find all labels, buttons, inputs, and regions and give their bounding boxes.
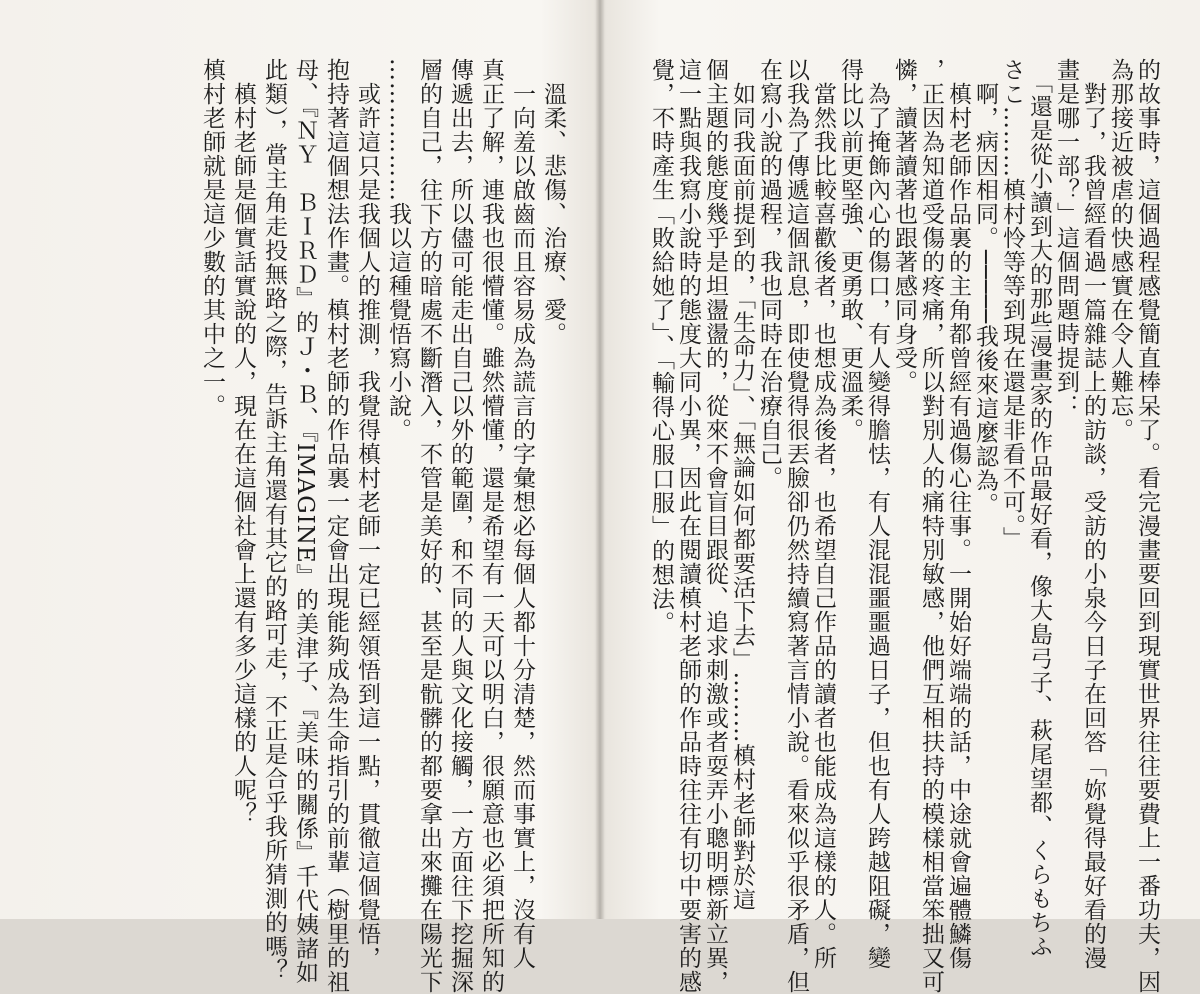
text-column: 啊，病因相同。─────我後來這麼認為。 (972, 58, 998, 517)
text-column: 對了，我曾經看過一篇雜誌上的訪談，受訪的小泉今日子在回答「妳覺得最好看的漫 (1080, 58, 1106, 970)
text-column: 這一點與我寫小說時的態度大同小異，因此在閱讀槙村老師的作品時往往有切中要害的感 (675, 58, 701, 994)
text-column: 真正了解，連我也很懵懂。雖然懵懂，還是希望有一天可以明白，很願意也必須把所知的 (478, 58, 504, 994)
text-column: 母、『ＮＹ ＢＩＲＤ』的Ｊ・Ｂ、『IMAGINE』的美津子、『美味的關係』千代姨諸如 (292, 58, 318, 985)
text-column: 當然我比較喜歡後者，也想成為後者，也希望自己作品的讀者也能成為這樣的人。所 (810, 58, 836, 970)
text-column: 槙村老師作品裏的主角都曾經有過傷心往事。一開始好端端的話，中途就會遍體鱗傷 (945, 58, 971, 970)
text-column: 在寫小說的過程，我也同時在治療自己。 (756, 58, 782, 490)
text-column: 此類），當主角走投無路之際，告訴主角還有其它的路可走，不正是合乎我所猜測的嗎？ (261, 58, 287, 983)
text-column: 憐，讀著讀著也跟著感同身受。 (891, 58, 917, 394)
text-column: 畫是哪一部？」這個問題時提到： (1053, 58, 1079, 418)
text-column: 個主題的態度幾乎是坦盪盪的，從來不會盲目跟從、追求刺激或者耍弄小聰明標新立異， (702, 58, 728, 994)
text-column: ，正因為知道受傷的疼痛，所以對別人的痛特別敏感，他們互相扶持的模樣相當笨拙又可 (918, 58, 944, 994)
text-column: ………………我以這種覺悟寫小說。 (385, 58, 411, 442)
text-column: 槙村老師是個實話實說的人，現在在這個社會上還有多少這樣的人呢？ (230, 58, 256, 826)
text-column: 以我為了傳遞這個訊息，即使覺得很丟臉卻仍然持續寫著言情小說。看來似乎很矛盾，但 (783, 58, 809, 994)
text-column: 覺，不時產生「敗給她了」、「輸得心服口服」的想法。 (648, 58, 674, 635)
text-column: 傳遞出去，所以儘可能走出自己以外的範圍，和不同的人與文化接觸，一方面往下挖掘深 (447, 58, 473, 994)
text-column: 抱持著這個想法作畫。槙村老師的作品裏一定會出現能夠成為生命指引的前輩（樹里的祖 (323, 58, 349, 994)
text-column: 溫柔、悲傷、治療、愛。 (540, 58, 566, 346)
text-column: 為那接近被虐的快感實在令人難忘。 (1107, 58, 1133, 442)
text-column: さこ………槙村怜等等到現在還是非看不可。」 (999, 58, 1025, 551)
text-column: 槙村老師就是這少數的其中之一。 (199, 58, 225, 418)
text-column: 得比以前更堅強、更勇敢、更溫柔。 (837, 58, 863, 442)
text-column: 或許這只是我個人的推測，我覺得槙村老師一定已經領悟到這一點，貫徹這個覺悟， (354, 58, 380, 970)
text-column: 如同我面前提到的，「生命力」、「無論如何都要活下去」………槙村老師對於這 (729, 58, 755, 912)
text-column: 「還是從小讀到大的那些漫畫家的作品最好看，像大島弓子、萩尾望都、くらもちふ (1026, 58, 1052, 959)
right-page (600, 0, 1200, 994)
text-column: 為了掩飾內心的傷口，有人變得膽怯，有人混混噩噩過日子，但也有人跨越阻礙，變 (864, 58, 890, 970)
text-column: 一向羞以啟齒而且容易成為謊言的字彙想必每個人都十分清楚，然而事實上，沒有人 (509, 58, 535, 970)
text-column: 的故事時，這個過程感覺簡直棒呆了。看完漫畫要回到現實世界往往要費上一番功夫，因 (1134, 58, 1160, 994)
text-column: 層的自己，往下方的暗處不斷潛入，不管是美好的、甚至是骯髒的都要拿出來攤在陽光下 (416, 58, 442, 994)
